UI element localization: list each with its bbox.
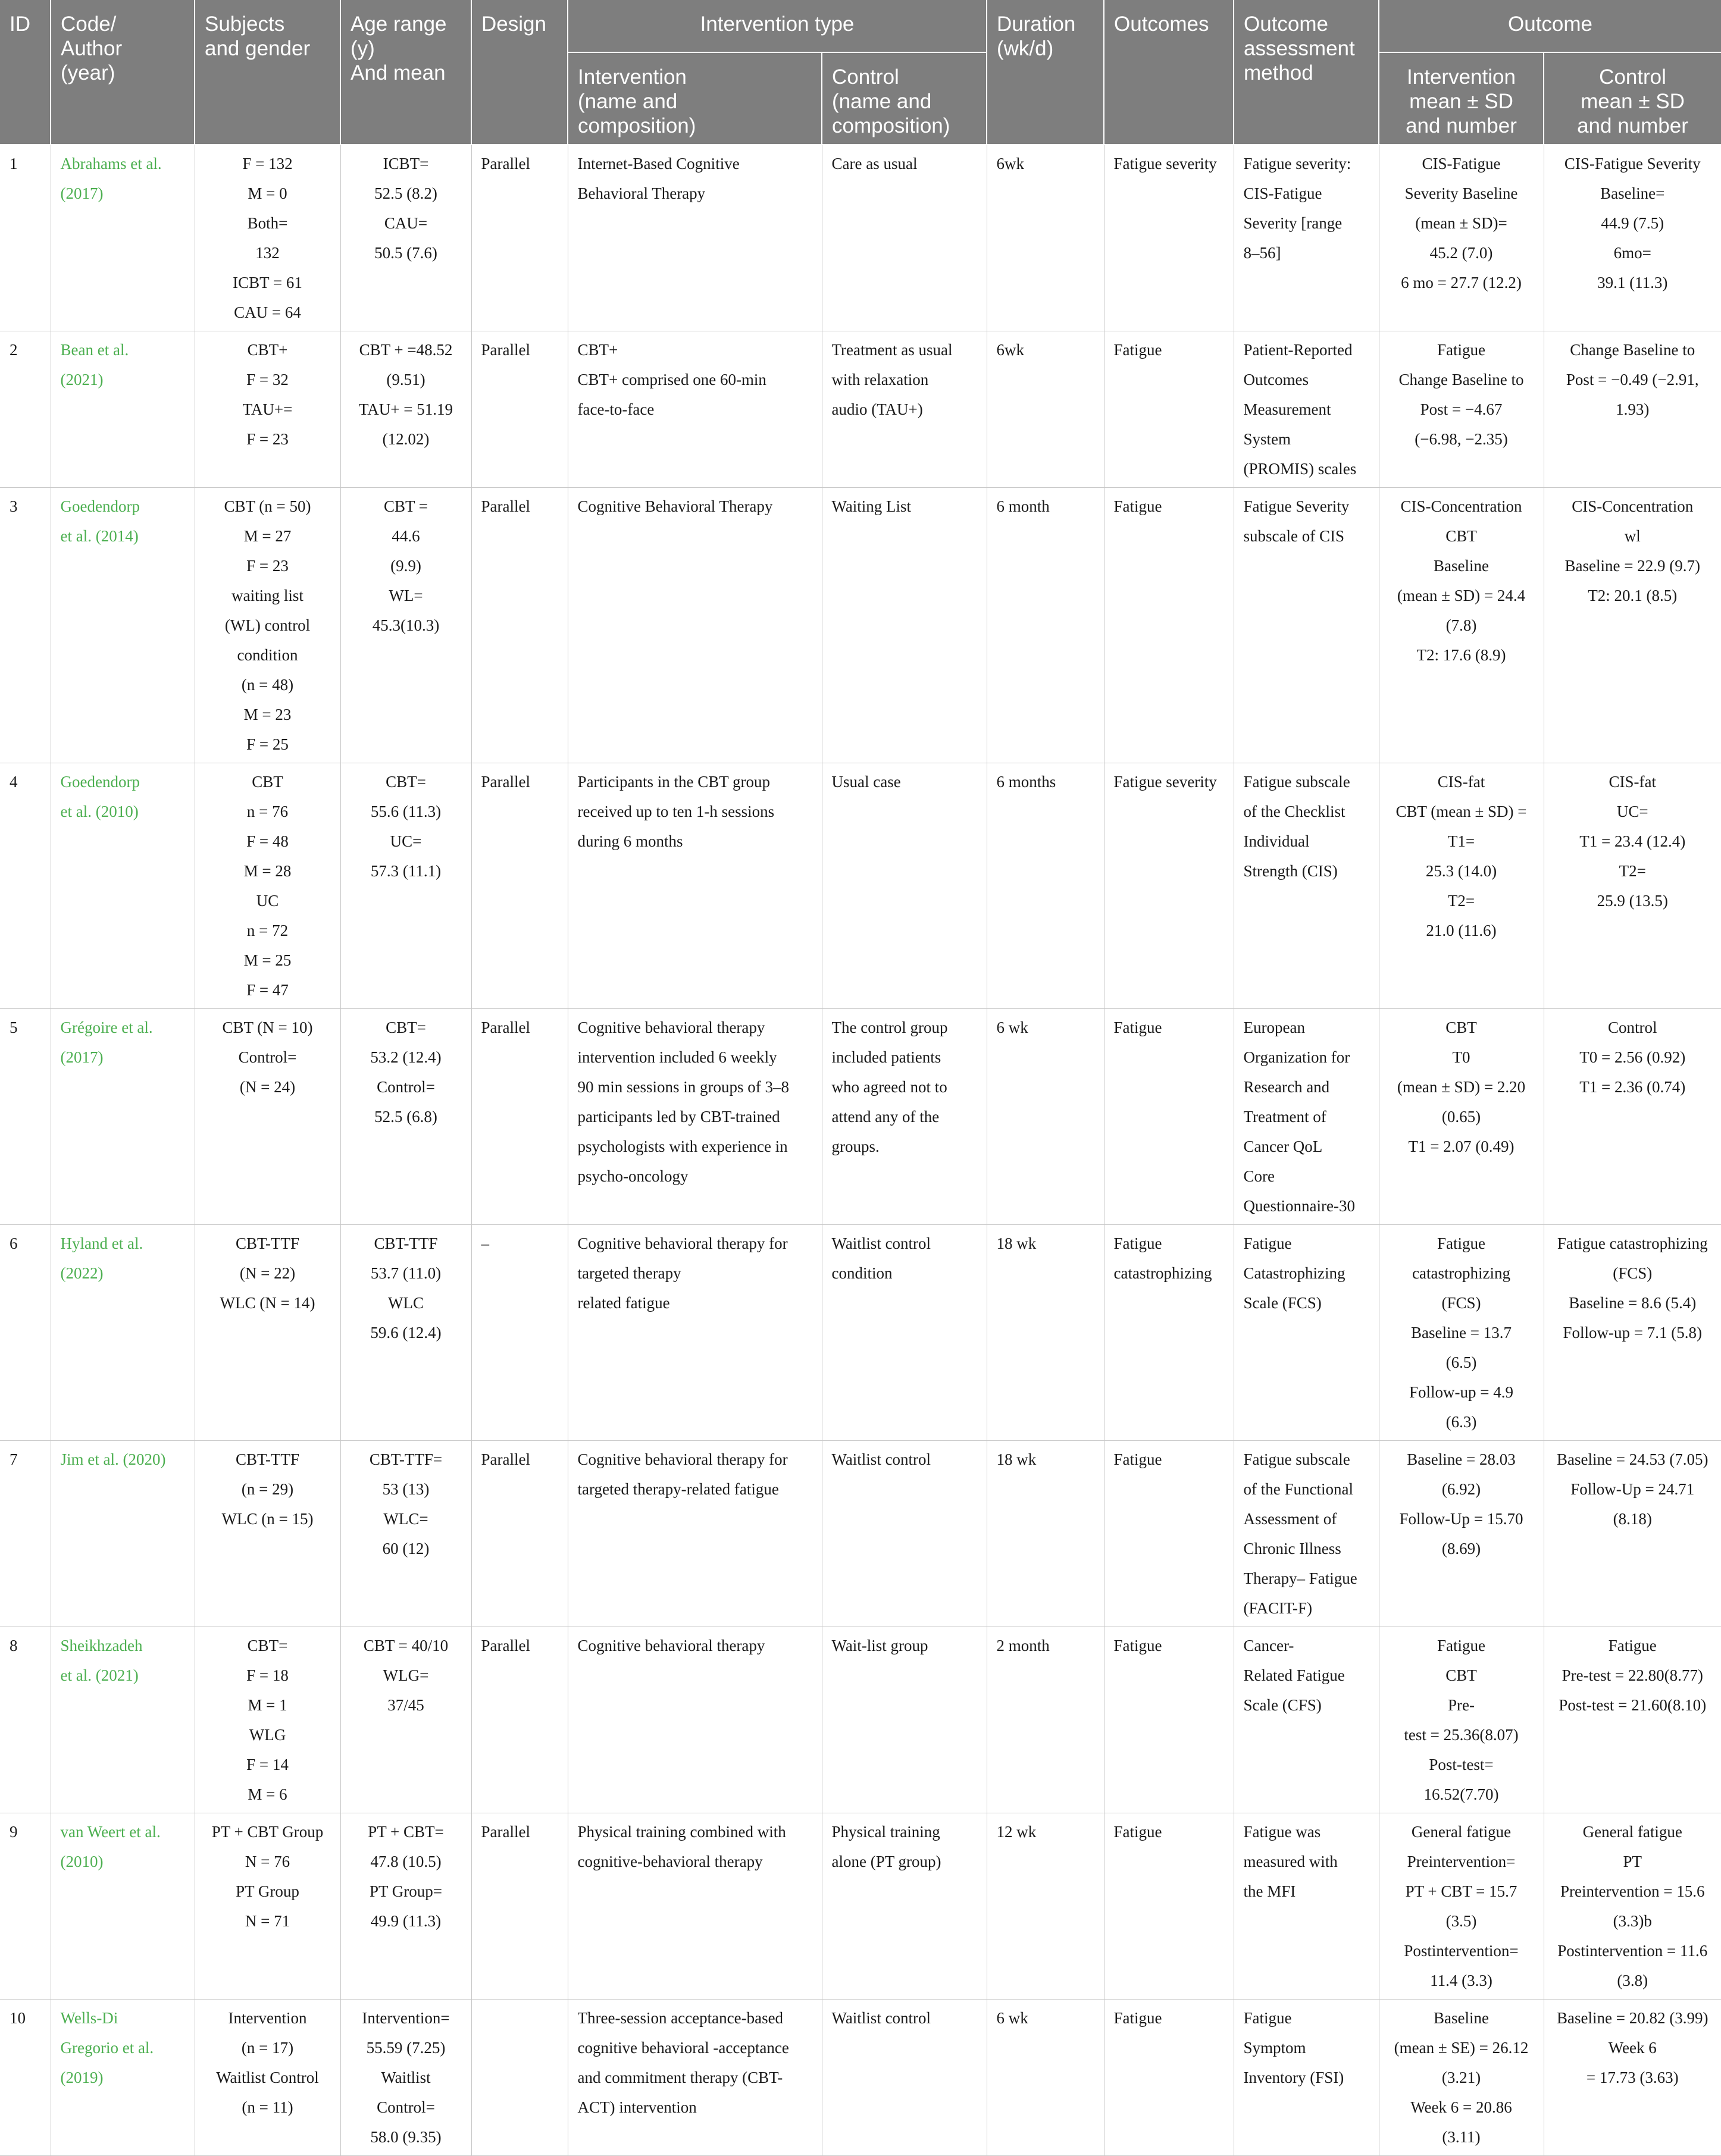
cell-subjects: CBT= F = 18 M = 1 WLG F = 14 M = 6 — [195, 1627, 340, 1813]
cell-design: Parallel — [471, 1009, 568, 1225]
table-row — [0, 763, 1721, 1009]
cell-author: Sheikhzadeh et al. (2021) — [51, 1627, 195, 1813]
cell-duration: 6 wk — [987, 2000, 1104, 2156]
cell-subjects: F = 132 M = 0 Both= 132 ICBT = 61 CAU = 64 — [195, 145, 340, 331]
cell-outcomes: Fatigue — [1104, 1441, 1234, 1627]
cell-assessment: Fatigue was measured with the MFI — [1234, 1813, 1379, 2000]
cell-outcomes: Fatigue — [1104, 1627, 1234, 1813]
cell-design — [471, 2000, 568, 2156]
cell-assessment: Fatigue subscale of the Checklist Individual Strength (CIS) — [1234, 763, 1379, 1009]
header-id: ID — [0, 0, 51, 145]
cell-assessment: European Organization for Research and Treatment of Cancer QoL Core Questionnaire-30 — [1234, 1009, 1379, 1225]
cell-intervention: Internet-Based Cognitive Behavioral Therapy — [568, 145, 822, 331]
cell-intervention: Three-session acceptance-based cognitive behavioral -acceptance and commitment therapy (CBT- ACT) intervention — [568, 2000, 822, 2156]
cell-age: Intervention= 55.59 (7.25) Waitlist Control= 58.0 (9.35) — [340, 2000, 471, 2156]
cell-control: Wait-list group — [822, 1627, 987, 1813]
cell-design: Parallel — [471, 1627, 568, 1813]
cell-duration: 6 month — [987, 488, 1104, 763]
cell-control: Waitlist control condition — [822, 1225, 987, 1441]
cell-intervention-mean: Fatigue catastrophizing (FCS) Baseline = 13.7 (6.5) Follow-up = 4.9 (6.3) — [1379, 1225, 1544, 1441]
cell-id: 8 — [0, 1627, 51, 1813]
cell-intervention-mean: CIS-fat CBT (mean ± SD) = T1= 25.3 (14.0) T2= 21.0 (11.6) — [1379, 763, 1544, 1009]
cell-assessment: Fatigue severity: CIS-Fatigue Severity [range 8–56] — [1234, 145, 1379, 331]
cell-id: 2 — [0, 331, 51, 488]
cell-intervention: Cognitive behavioral therapy intervention included 6 weekly 90 min sessions in groups of 3–8 participants led by CBT-trained psychologists with experience in psycho-oncology — [568, 1009, 822, 1225]
cell-author: van Weert et al. (2010) — [51, 1813, 195, 2000]
cell-subjects: Intervention (n = 17) Waitlist Control (n = 11) — [195, 2000, 340, 2156]
cell-control-mean: CIS-fat UC= T1 = 23.4 (12.4) T2= 25.9 (13.5) — [1544, 763, 1721, 1009]
cell-age: CBT-TTF 53.7 (11.0) WLC 59.6 (12.4) — [340, 1225, 471, 1441]
cell-duration: 18 wk — [987, 1225, 1104, 1441]
cell-design: Parallel — [471, 488, 568, 763]
cell-control-mean: Change Baseline to Post = −0.49 (−2.91, 1.93) — [1544, 331, 1721, 488]
cell-assessment: Fatigue Symptom Inventory (FSI) — [1234, 2000, 1379, 2156]
cell-control: Care as usual — [822, 145, 987, 331]
header-design: Design — [471, 0, 568, 145]
cell-duration: 6wk — [987, 145, 1104, 331]
cell-intervention: Cognitive behavioral therapy for targeted therapy related fatigue — [568, 1225, 822, 1441]
cell-outcomes: Fatigue — [1104, 1009, 1234, 1225]
cell-outcomes: Fatigue — [1104, 488, 1234, 763]
cell-intervention: Physical training combined with cognitive-behavioral therapy — [568, 1813, 822, 2000]
cell-duration: 12 wk — [987, 1813, 1104, 2000]
header-intervention-mean: Intervention mean ± SD and number — [1379, 52, 1544, 145]
cell-control: Waiting List — [822, 488, 987, 763]
header-code-author: Code/ Author (year) — [51, 0, 195, 145]
cell-duration: 2 month — [987, 1627, 1104, 1813]
cell-outcomes: Fatigue catastrophizing — [1104, 1225, 1234, 1441]
cell-intervention-mean: Baseline = 28.03 (6.92) Follow-Up = 15.70 (8.69) — [1379, 1441, 1544, 1627]
cell-author: Goedendorp et al. (2010) — [51, 763, 195, 1009]
cell-duration: 18 wk — [987, 1441, 1104, 1627]
header-intervention-type: Intervention type — [568, 0, 987, 52]
cell-control-mean: Baseline = 24.53 (7.05) Follow-Up = 24.71 (8.18) — [1544, 1441, 1721, 1627]
cell-subjects: PT + CBT Group N = 76 PT Group N = 71 — [195, 1813, 340, 2000]
cell-assessment: Fatigue Catastrophizing Scale (FCS) — [1234, 1225, 1379, 1441]
cell-design: Parallel — [471, 1813, 568, 2000]
cell-outcomes: Fatigue — [1104, 1813, 1234, 2000]
cell-age: CBT= 53.2 (12.4) Control= 52.5 (6.8) — [340, 1009, 471, 1225]
cell-design: Parallel — [471, 1441, 568, 1627]
cell-id: 4 — [0, 763, 51, 1009]
cell-control-mean: Fatigue catastrophizing (FCS) Baseline = 8.6 (5.4) Follow-up = 7.1 (5.8) — [1544, 1225, 1721, 1441]
cell-author: Jim et al. (2020) — [51, 1441, 195, 1627]
cell-author: Bean et al. (2021) — [51, 331, 195, 488]
cell-outcomes: Fatigue severity — [1104, 763, 1234, 1009]
table-row — [0, 145, 1721, 331]
cell-id: 9 — [0, 1813, 51, 2000]
cell-subjects: CBT+ F = 32 TAU+= F = 23 — [195, 331, 340, 488]
table-row — [0, 2000, 1721, 2156]
cell-control: Usual case — [822, 763, 987, 1009]
cell-intervention-mean: Fatigue Change Baseline to Post = −4.67 (−6.98, −2.35) — [1379, 331, 1544, 488]
cell-age: ICBT= 52.5 (8.2) CAU= 50.5 (7.6) — [340, 145, 471, 331]
cell-control: Treatment as usual with relaxation audio (TAU+) — [822, 331, 987, 488]
cell-control-mean: Fatigue Pre-test = 22.80(8.77) Post-test = 21.60(8.10) — [1544, 1627, 1721, 1813]
cell-intervention-mean: CBT T0 (mean ± SD) = 2.20 (0.65) T1 = 2.07 (0.49) — [1379, 1009, 1544, 1225]
table-row — [0, 331, 1721, 488]
cell-assessment: Fatigue subscale of the Functional Assessment of Chronic Illness Therapy– Fatigue (FACIT-F) — [1234, 1441, 1379, 1627]
cell-id: 3 — [0, 488, 51, 763]
table-row — [0, 1009, 1721, 1225]
cell-intervention: Cognitive behavioral therapy for targeted therapy-related fatigue — [568, 1441, 822, 1627]
cell-intervention-mean: Baseline (mean ± SE) = 26.12 (3.21) Week 6 = 20.86 (3.11) — [1379, 2000, 1544, 2156]
cell-age: CBT = 44.6 (9.9) WL= 45.3(10.3) — [340, 488, 471, 763]
header-duration: Duration (wk/d) — [987, 0, 1104, 145]
cell-author: Abrahams et al. (2017) — [51, 145, 195, 331]
cell-intervention: Participants in the CBT group received up to ten 1-h sessions during 6 months — [568, 763, 822, 1009]
header-outcome: Outcome — [1379, 0, 1721, 52]
table-row — [0, 1813, 1721, 2000]
header-outcomes: Outcomes — [1104, 0, 1234, 145]
cell-intervention-mean: CIS-Fatigue Severity Baseline (mean ± SD)= 45.2 (7.0) 6 mo = 27.7 (12.2) — [1379, 145, 1544, 331]
cell-control-mean: Control T0 = 2.56 (0.92) T1 = 2.36 (0.74) — [1544, 1009, 1721, 1225]
cell-intervention-mean: CIS-Concentration CBT Baseline (mean ± SD) = 24.4 (7.8) T2: 17.6 (8.9) — [1379, 488, 1544, 763]
cell-subjects: CBT (N = 10) Control= (N = 24) — [195, 1009, 340, 1225]
header-intervention: Intervention (name and composition) — [568, 52, 822, 145]
cell-age: CBT-TTF= 53 (13) WLC= 60 (12) — [340, 1441, 471, 1627]
cell-subjects: CBT n = 76 F = 48 M = 28 UC n = 72 M = 25 F = 47 — [195, 763, 340, 1009]
cell-control: The control group included patients who agreed not to attend any of the groups. — [822, 1009, 987, 1225]
cell-subjects: CBT-TTF (n = 29) WLC (n = 15) — [195, 1441, 340, 1627]
table-row — [0, 1441, 1721, 1627]
cell-author: Wells-Di Gregorio et al. (2019) — [51, 2000, 195, 2156]
cell-assessment: Cancer- Related Fatigue Scale (CFS) — [1234, 1627, 1379, 1813]
cell-age: PT + CBT= 47.8 (10.5) PT Group= 49.9 (11.3) — [340, 1813, 471, 2000]
cell-id: 5 — [0, 1009, 51, 1225]
cell-control-mean: CIS-Concentration wl Baseline = 22.9 (9.7) T2: 20.1 (8.5) — [1544, 488, 1721, 763]
cell-intervention: Cognitive Behavioral Therapy — [568, 488, 822, 763]
cell-intervention: Cognitive behavioral therapy — [568, 1627, 822, 1813]
cell-subjects: CBT (n = 50) M = 27 F = 23 waiting list (WL) control condition (n = 48) M = 23 F = 25 — [195, 488, 340, 763]
cell-duration: 6 months — [987, 763, 1104, 1009]
cell-control: Waitlist control — [822, 1441, 987, 1627]
cell-id: 1 — [0, 145, 51, 331]
cell-design: – — [471, 1225, 568, 1441]
header-assessment: Outcome assessment method — [1234, 0, 1379, 145]
cell-author: Goedendorp et al. (2014) — [51, 488, 195, 763]
cell-assessment: Patient-Reported Outcomes Measurement System (PROMIS) scales — [1234, 331, 1379, 488]
cell-design: Parallel — [471, 145, 568, 331]
table-row — [0, 1225, 1721, 1441]
cell-control: Waitlist control — [822, 2000, 987, 2156]
cell-age: CBT + =48.52 (9.51) TAU+ = 51.19 (12.02) — [340, 331, 471, 488]
cell-control-mean: CIS-Fatigue Severity Baseline= 44.9 (7.5) 6mo= 39.1 (11.3) — [1544, 145, 1721, 331]
cell-design: Parallel — [471, 763, 568, 1009]
cell-control-mean: General fatigue PT Preintervention = 15.6 (3.3)b Postintervention = 11.6 (3.8) — [1544, 1813, 1721, 2000]
cell-author: Hyland et al. (2022) — [51, 1225, 195, 1441]
cell-subjects: CBT-TTF (N = 22) WLC (N = 14) — [195, 1225, 340, 1441]
cell-intervention: CBT+ CBT+ comprised one 60-min face-to-face — [568, 331, 822, 488]
cell-id: 7 — [0, 1441, 51, 1627]
cell-age: CBT= 55.6 (11.3) UC= 57.3 (11.1) — [340, 763, 471, 1009]
cell-control: Physical training alone (PT group) — [822, 1813, 987, 2000]
header-subjects: Subjects and gender — [195, 0, 340, 145]
cell-intervention-mean: Fatigue CBT Pre- test = 25.36(8.07) Post-test= 16.52(7.70) — [1379, 1627, 1544, 1813]
cell-duration: 6wk — [987, 331, 1104, 488]
cell-id: 10 — [0, 2000, 51, 2156]
cell-author: Grégoire et al. (2017) — [51, 1009, 195, 1225]
cell-outcomes: Fatigue — [1104, 331, 1234, 488]
cell-assessment: Fatigue Severity subscale of CIS — [1234, 488, 1379, 763]
cell-id: 6 — [0, 1225, 51, 1441]
cell-design: Parallel — [471, 331, 568, 488]
header-control-mean: Control mean ± SD and number — [1544, 52, 1721, 145]
cell-control-mean: Baseline = 20.82 (3.99) Week 6 = 17.73 (3.63) — [1544, 2000, 1721, 2156]
table-row — [0, 1627, 1721, 1813]
cell-duration: 6 wk — [987, 1009, 1104, 1225]
cell-age: CBT = 40/10 WLG= 37/45 — [340, 1627, 471, 1813]
header-control: Control (name and composition) — [822, 52, 987, 145]
header-age: Age range (y) And mean — [340, 0, 471, 145]
cell-outcomes: Fatigue — [1104, 2000, 1234, 2156]
cell-intervention-mean: General fatigue Preintervention= PT + CBT = 15.7 (3.5) Postintervention= 11.4 (3.3) — [1379, 1813, 1544, 2000]
cell-outcomes: Fatigue severity — [1104, 145, 1234, 331]
table-row — [0, 488, 1721, 763]
